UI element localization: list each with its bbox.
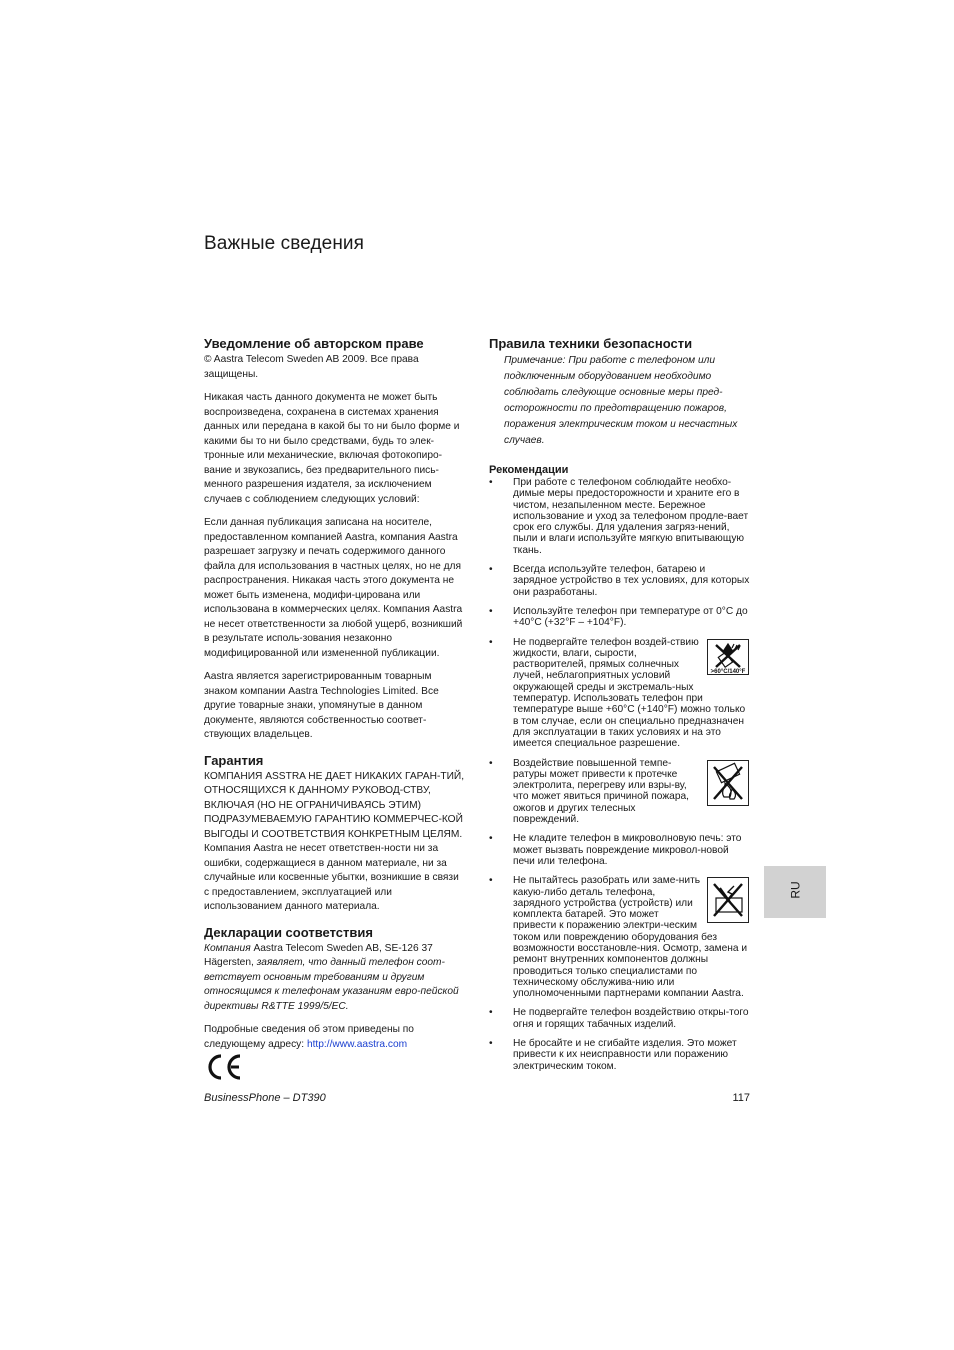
language-tab: [764, 866, 826, 918]
declaration-text: [204, 942, 466, 1015]
safety-note: Примечание: При работе с телефоном или подключенным оборудованием необходимо соблюдать следующие основные меры пред-осторожности по предотвращению пожаров, поражения электрическим током и несчастных случаев.: [504, 355, 738, 446]
copyright-paragraph: Если данная публикация записана на носителе, предоставленном компанией Aastra, компания Aastra разрешает загрузку и печать содержимого данного файла для использования в частных целях, но не для распространения. Никакая часть этого документа не может быть изменена, модифи-цирована или использована в коммерческих целях. Компания Aastra не несет ответственности за любой ущерб, возникший в результате исполь-зования незаконно модифицированной или измененной публикации.: [204, 517, 463, 659]
bullet-icon: •: [489, 477, 493, 488]
recommendations-section: [489, 463, 751, 1072]
copyright-paragraph: Никакая часть данного документа не может быть воспроизведена, сохранена в системах хранения данных или передана в какой бы то ни было форме и какими бы то ни было средствами, будь то элек-тронные или механические, включая фотокопиро-вание и звукозапись, без предварительного пись-менного разрешения издателя, за исключением случаев с соблюдением следующих условий:: [204, 392, 460, 505]
list-item-text: Не пытайтесь разобрать или заме-нить какую-либо деталь телефона, зарядного устройства (устройств) или комплекта батарей. Это может привести к поражению электри-ческим током или повреждению оборудования без возможности восстановле-ния. Осмотр, замена и ремонт внутренних компонентов должны проводиться только специалистами по техническому обслужива-нию или уполномоченными партнерами компании Aastra.: [513, 875, 748, 1000]
aastra-website-link[interactable]: http://www.aastra.com: [306, 1038, 408, 1050]
list-item: [489, 1007, 751, 1030]
bullet-icon: •: [489, 636, 493, 648]
bullet-icon: •: [489, 875, 493, 887]
warranty-section: [204, 752, 466, 915]
page-number: 117: [732, 1092, 750, 1104]
declaration-statement: заявляет, что данный телефон соот-ветствует основным требованиям и другим относящимся к телефонам указаниям евро-пейской директивы R&TTE 1999/5/EC.: [204, 957, 459, 1012]
list-item: [489, 606, 751, 629]
list-item-text: Не подвергайте телефон воздействию откры-того огня и горящих табачных изделий.: [513, 1007, 749, 1030]
temp-limit-label: >60°C/140°F: [710, 668, 746, 674]
declaration-company-word: Компания: [204, 942, 251, 954]
copyright-text: © Aastra Telecom Sweden AB 2009. Все права защищены.: [204, 354, 419, 380]
list-item-text: При работе с телефоном соблюдайте необхо-димые меры предосторожности и храните его в чистом, незапыленном месте. Бережное использование и уход за телефоном продле-вает срок его службы. Для удаления загряз-нений, пыли и влаги используйте мягкую впитывающую ткань.: [513, 477, 749, 556]
list-item-text: Воздействие повышенной темпе-ратуры может привести к протечке электролита, перегреву или взры-ву, что может явиться причиной пожара, ожогов и других телесных повреждений.: [513, 757, 689, 826]
bullet-icon: •: [489, 564, 493, 576]
list-item-text: Не подвергайте телефон воздей-ствию жидкости, влаги, сырости, растворителей, прямых солнечных лучей, неблагоприятных условий окружающей среды и экстремаль-ных температур. Использовать телефон при температуре выше +60°C (+140°F) можно только в том случае, если он специально предназначен для эксплуатации в таких условиях и на это имеется специальное разрешение.: [513, 636, 746, 750]
copyright-heading: Уведомление об авторском праве: [204, 336, 424, 351]
safety-heading: Правила техники безопасности: [489, 336, 693, 351]
safety-section: [489, 335, 751, 449]
no-liquid-high-temp-warning-icon: [707, 639, 749, 675]
list-item: [489, 637, 751, 750]
no-fire-warning-icon: [707, 760, 749, 806]
recommendations-list: [489, 477, 751, 1072]
list-item: [489, 477, 751, 556]
ce-mark-icon: [205, 1052, 243, 1082]
copyright-section: [204, 335, 466, 743]
footer-product-name: BusinessPhone – DT390: [204, 1092, 326, 1104]
declaration-company: Aastra Telecom Sweden AB, SE-126 37 Hägersten,: [204, 942, 433, 968]
list-item-text: Используйте телефон при температуре от 0°C до +40°C (+32°F – +104°F).: [513, 605, 748, 629]
list-item: [489, 564, 751, 598]
language-tab-label: RU: [788, 881, 803, 899]
list-item: [489, 833, 751, 867]
list-item: [489, 875, 751, 999]
list-item-text: Не кладите телефон в микроволновую печь: это может вызвать повреждение микровол-новой печи или телефона.: [513, 833, 742, 867]
bullet-icon: •: [489, 605, 493, 617]
recommendations-heading: Рекомендации: [489, 464, 569, 476]
bullet-icon: •: [489, 1038, 493, 1050]
no-disassembly-warning-icon: [707, 877, 749, 923]
list-item: [489, 758, 751, 826]
declaration-section: [204, 924, 466, 1053]
bullet-icon: •: [489, 1007, 493, 1019]
left-column: [204, 335, 466, 1061]
list-item-text: Не бросайте и не сгибайте изделия. Это может привести к их неисправности или поражению электрическим током.: [513, 1038, 737, 1072]
warranty-heading: Гарантия: [204, 752, 264, 768]
copyright-paragraph: Aastra является зарегистрированным товарным знаком компании Aastra Technologies Limited. Все другие товарные знаки, упомянутые в данном документе, являются собственностью соответ-ствующих владельцев.: [204, 671, 439, 740]
bullet-icon: •: [489, 833, 493, 845]
address-label: Подробные сведения об этом приведены по следующему адресу:: [204, 1024, 414, 1050]
list-item: [489, 1038, 751, 1072]
bullet-icon: •: [489, 757, 493, 769]
declaration-heading: Декларации соответствия: [204, 924, 373, 940]
list-item-text: Всегда используйте телефон, батарею и зарядное устройство в тех условиях, для которых они разработаны.: [513, 564, 750, 598]
page-title: Важные сведения: [204, 233, 365, 254]
warranty-text: КОМПАНИЯ ASSTRA НЕ ДАЕТ НИКАКИХ ГАРАН-ТИЙ, ОТНОСЯЩИХСЯ К ДАННОМУ РУКОВОД-СТВУ, ВКЛЮЧАЯ (НО НЕ ОГРАНИЧИВАЯСЬ ЭТИМ) ПОДРАЗУМЕВАЕМУЮ ГАРАНТИЮ КОММЕРЧЕС-КОЙ ВЫГОДЫ И СООТВЕТСТВИЯ КОНКРЕТНЫМ ЦЕЛЯМ. Компания Aastra не несет ответствен-ности ни за ошибки, содержащиеся в данном материале, ни за случайные или косвенные убытки, возникшие в связи с предоставлением, эксплуатацией или использованием данного материала.: [204, 770, 465, 912]
declaration-address: [204, 1023, 466, 1052]
right-column: [489, 335, 751, 1080]
